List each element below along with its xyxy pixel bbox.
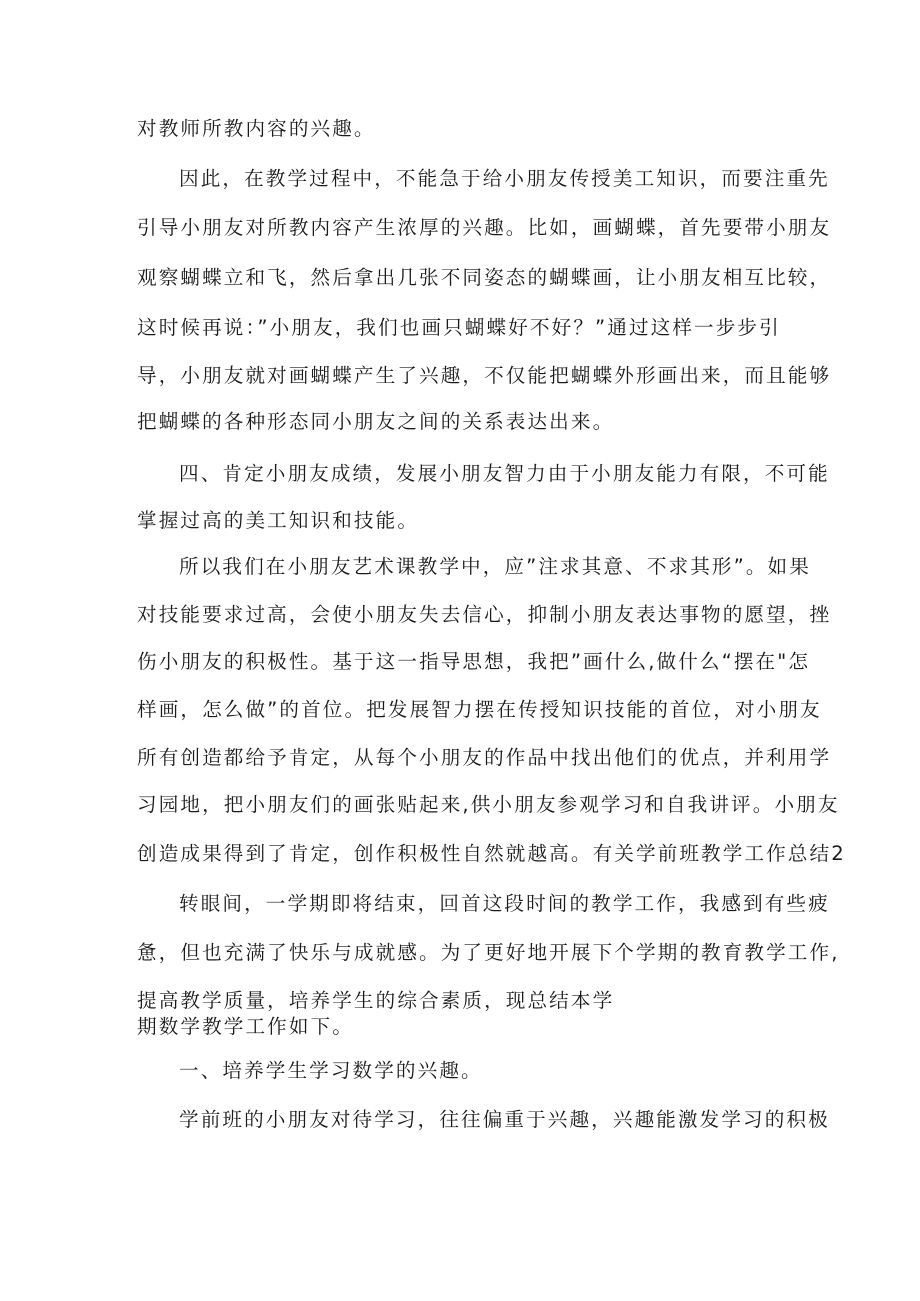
section-heading-line: 四、肯定小朋友成绩，发展小朋友智力由于小朋友能力有限，不可能 bbox=[179, 462, 830, 485]
text-line: 伤小朋友的积极性。基于这一指导思想，我把”画什么,做什么“摆在"怎 bbox=[137, 650, 811, 673]
text-line: 提高教学质量，培养学生的综合素质，现总结本学 bbox=[137, 989, 615, 1012]
text-line: 掌握过高的美工知识和技能。 bbox=[137, 509, 420, 532]
text-line: 对技能要求过高，会使小朋友失去信心，抑制小朋友表达事物的愿望，挫 bbox=[137, 603, 832, 626]
section-heading-line: 一、培养学生学习数学的兴趣。 bbox=[179, 1059, 483, 1082]
text-line: 引导小朋友对所教内容产生浓厚的兴趣。比如，画蝴蝶，首先要带小朋友 bbox=[137, 216, 832, 239]
text-line: 对教师所教内容的兴趣。 bbox=[137, 117, 376, 140]
paragraph-first-line: 所以我们在小朋友艺术课教学中，应”注求其意、不求其形”。如果 bbox=[179, 555, 811, 578]
text-line: 把蝴蝶的各种形态同小朋友之间的关系表达出来。 bbox=[137, 410, 615, 433]
text-line: 导，小朋友就对画蝴蝶产生了兴趣，不仅能把蝴蝶外形画出来，而且能够 bbox=[137, 364, 832, 387]
text-line: 创造成果得到了肯定，创作积极性自然就越高。有关学前班教学工作总结2 bbox=[137, 842, 846, 865]
text-line: 惫，但也充满了快乐与成就感。为了更好地开展下个学期的教育教学工作, bbox=[137, 941, 840, 964]
paragraph-first-line: 转眼间，一学期即将结束，回首这段时间的教学工作，我感到有些疲 bbox=[179, 892, 830, 915]
paragraph-first-line: 学前班的小朋友对待学习，往往偏重于兴趣，兴趣能激发学习的积极 bbox=[179, 1108, 830, 1131]
text-line: 习园地，把小朋友们的画张贴起来,供小朋友参观学习和自我讲评。小朋友 bbox=[137, 793, 840, 816]
paragraph-first-line: 因此，在教学过程中，不能急于给小朋友传授美工知识，而要注重先 bbox=[179, 167, 830, 190]
text-line: 期数学教学工作如下。 bbox=[137, 1015, 354, 1038]
text-line: 样画，怎么做”的首位。把发展智力摆在传授知识技能的首位，对小朋友 bbox=[137, 698, 822, 721]
text-line: 观察蝴蝶立和飞，然后拿出几张不同姿态的蝴蝶画，让小朋友相互比较， bbox=[137, 266, 832, 289]
text-line: 所有创造都给予肯定，从每个小朋友的作品中找出他们的优点，并利用学 bbox=[137, 746, 832, 769]
text-line: 这时候再说：”小朋友，我们也画只蝴蝶好不好？”通过这样一步步引 bbox=[137, 316, 781, 339]
